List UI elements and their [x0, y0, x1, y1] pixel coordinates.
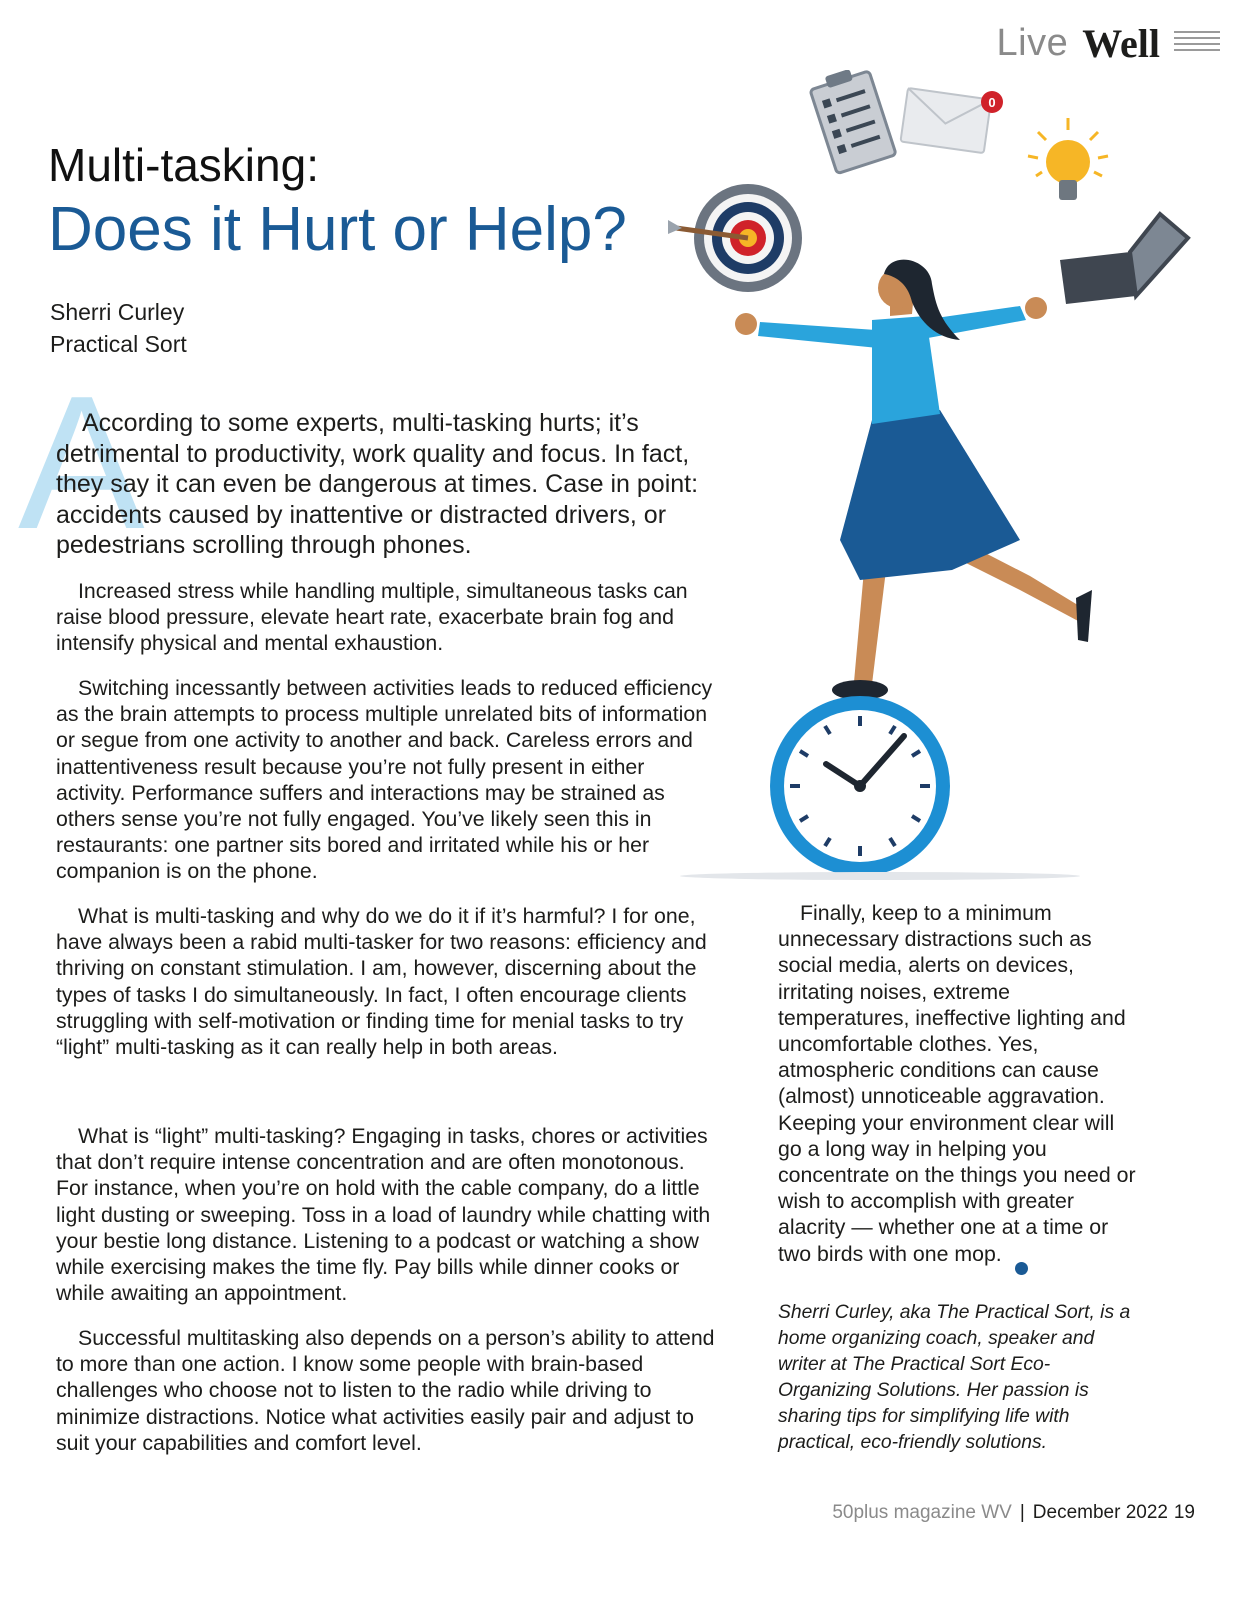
byline	[50, 296, 187, 360]
multitasking-illustration	[640, 70, 1200, 890]
clock-icon	[770, 696, 950, 876]
author-bio: Sherri Curley, aka The Practical Sort, is a home organizing coach, speaker and writer at The Practical Sort Eco-Organizing Solutions. Her passion is sharing tips for simplifying life with practical, eco-friendly solutions.	[778, 1302, 1131, 1454]
drop-cap: A	[18, 357, 145, 569]
body-paragraph-4	[56, 1123, 716, 1306]
intro-text: According to some experts, multi-tasking hurts; it’s detrimental to productivity, work quality and focus. In fact, they say it can even be dangerous at times. Case in point: accidents caused by inattentive or distracted drivers, or pedestrians scrolling through phones.	[56, 409, 699, 559]
right-column-paragraph	[778, 900, 1138, 1267]
paragraph-text: Switching incessantly between activities leads to reduced efficiency as the brain attempts to process multiple unrelated bits of information or segue from one activity to another and back. Careless errors and inattentiveness result because you’re not fully present in either activity. Performance suffers and interactions may be strained as others sense you’re not fully engaged. You’ve likely seen this in restaurants: one partner sits bored and irritated while his or her companion is on the phone.	[56, 676, 713, 884]
footer-publication: 50plus magazine WV	[832, 1502, 1012, 1523]
intro-paragraph	[56, 408, 716, 561]
headline-line1: Multi-tasking:	[48, 139, 319, 191]
notification-count: 0	[988, 95, 996, 110]
headline-line2: Does it Hurt or Help?	[48, 195, 627, 264]
paragraph-text: Increased stress while handling multiple, simultaneous tasks can raise blood pressure, elevate heart rate, exacerbate brain fog and intensify physical and mental exhaustion.	[56, 579, 688, 656]
target-icon	[668, 184, 802, 292]
footer-separator: |	[1019, 1502, 1025, 1523]
paragraph-text: What is “light” multi-tasking? Engaging in tasks, chores or activities that don’t require intense concentration and are often monotonous. For instance, when you’re on hold with the cable company, do a little light dusting or sweeping. Toss in a load of laundry while chatting with your bestie long distance. Listening to a podcast or watching a show while exercising makes the time fly. Pay bills while dinner cooks or while awaiting an appointment.	[56, 1124, 711, 1306]
byline-company: Practical Sort	[50, 331, 187, 357]
footer	[832, 1502, 1168, 1524]
lightbulb-icon	[1028, 118, 1108, 200]
clipboard-checklist-icon	[808, 70, 897, 174]
footer-issue: December 2022	[1032, 1502, 1168, 1523]
section-tag-live: Live	[996, 22, 1069, 64]
paragraph-text: What is multi-tasking and why do we do it if it’s harmful? I for one, have always been a rabid multi-tasker for two reasons: efficiency and thriving on constant stimulation. I am, however, discerning about the types of tasks I do simultaneously. In fact, I often encourage clients struggling with self-motivation or finding time for menial tasks to try “light” multi-tasking as it can really help in both areas.	[56, 904, 707, 1060]
body-paragraph-1	[56, 578, 716, 657]
laptop-icon	[1060, 214, 1188, 304]
paragraph-text: Finally, keep to a minimum unnecessary distractions such as social media, alerts on devices, irritating noises, extreme temperatures, ineffective lighting and uncomfortable clothes. Yes, atmospheric conditions can cause (almost) unnoticeable aggravation. Keeping your environment clear will go a long way in helping you concentrate on the things you need or wish to accomplish with greater alacrity — whether one at a time or two birds with one mop.	[778, 901, 1136, 1266]
page-number: 19	[1173, 1502, 1195, 1523]
section-tag-lines-icon	[1174, 31, 1220, 57]
end-mark-icon	[1015, 1262, 1028, 1275]
woman-figure-icon	[735, 260, 1092, 700]
section-tag	[997, 20, 1221, 67]
body-paragraph-5	[56, 1325, 716, 1456]
body-paragraph-3	[56, 903, 716, 1060]
paragraph-text: Successful multitasking also depends on a person’s ability to attend to more than one action. I know some people with brain-based challenges who choose not to listen to the radio while driving to minimize distractions. Notice what activities easily pair and adjust to suit your capabilities and comfort level.	[56, 1326, 715, 1455]
floor-shadow	[680, 872, 1080, 880]
section-tag-well: Well	[1082, 21, 1160, 66]
body-paragraph-2	[56, 675, 716, 885]
envelope-icon	[900, 88, 991, 153]
byline-author: Sherri Curley	[50, 299, 185, 325]
